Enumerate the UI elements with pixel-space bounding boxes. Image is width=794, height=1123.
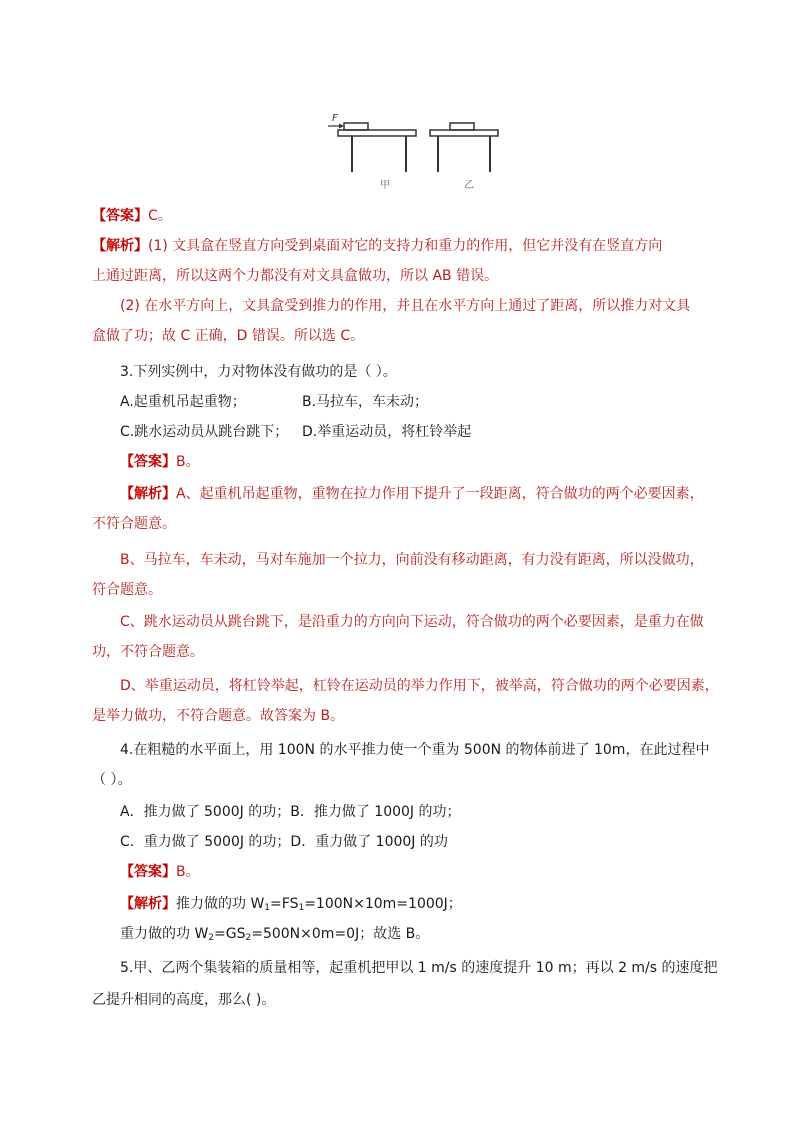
q2-analysis-line: 【解析】(1) 文具盒在竖直方向受到桌面对它的支持力和重力的作用，但它并没有在竖直方向 — [92, 238, 663, 254]
q3-analysis-line: C、跳水运动员从跳台跳下，是沿重力的方向向下运动，符合做功的两个必要因素，是重力在做 — [120, 614, 704, 630]
q3-analysis-line: 【解析】A、起重机吊起重物，重物在拉力作用下提升了一段距离，符合做功的两个必要因素， — [120, 486, 704, 502]
answer-text: C。 — [148, 208, 172, 224]
q5-stem: 乙提升相同的高度，那么( )。 — [92, 992, 276, 1008]
table-left — [328, 113, 416, 172]
q3-analysis-line: B、马拉车，车未动，马对车施加一个拉力，向前没有移动距离，有力没有距离，所以没做功， — [120, 552, 704, 568]
analysis-tag: 【解析】 — [92, 238, 148, 254]
answer-tag: 【答案】 — [120, 864, 176, 880]
answer-text: B。 — [176, 864, 200, 880]
q3-options-row — [120, 422, 740, 442]
q3-analysis-line: D、举重运动员，将杠铃举起，杠铃在运动员的举力作用下，被举高，符合做功的两个必要因素， — [120, 678, 719, 694]
q2-analysis-line: 上通过距离，所以这两个力都没有对文具盒做功，所以 AB 错误。 — [92, 268, 499, 284]
q3-analysis-line: 符合题意。 — [92, 582, 162, 598]
q4-analysis-line: 重力做的功 $W_2=GS_2=500N\times 0m=0J$；故选 B。 — [120, 926, 430, 943]
q2-analysis-line: 盒做了功；故 C 正确，D 错误。所以选 C。 — [92, 328, 365, 344]
q4-analysis-line: 【解析】推力做的功 $W_1=FS_1=100N\times 10m=1000J$； — [120, 896, 462, 913]
q4-options: C．重力做了 5000J 的功；D．重力做了 1000J 的功 — [120, 834, 448, 850]
option-a: A.起重机吊起重物； — [120, 394, 246, 410]
q3-options-row — [120, 392, 740, 412]
q3-answer — [120, 452, 740, 472]
analysis-tag: 【解析】 — [120, 486, 176, 502]
q3-analysis-line: 是举力做功，不符合题意。故答案为 B。 — [92, 708, 345, 724]
box-left — [344, 123, 368, 130]
table-figure — [326, 108, 504, 192]
option-c: C.跳水运动员从跳台跳下； — [120, 424, 289, 440]
q2-analysis-line: (2) 在水平方向上，文具盒受到推力的作用，并且在水平方向上通过了距离，所以推力对文具 — [120, 298, 691, 314]
figure-label-left: 甲 — [380, 180, 390, 191]
answer-tag: 【答案】 — [120, 454, 176, 470]
option-d: D.举重运动员，将杠铃举起 — [302, 424, 472, 440]
q4-options: A．推力做了 5000J 的功；B．推力做了 1000J 的功； — [120, 804, 461, 820]
answer-text: B。 — [176, 454, 200, 470]
q4-stem: 4.在粗糙的水平面上，用 100N 的水平推力使一个重为 500N 的物体前进了 10m，在此过程中 — [120, 742, 710, 758]
q5-stem: 5.甲、乙两个集装箱的质量相等，起重机把甲以 1 m/s 的速度提升 10 m；再以 2 m/s 的速度把 — [120, 960, 718, 976]
analysis-tag: 【解析】 — [120, 896, 176, 912]
option-b: B.马拉车，车未动； — [302, 394, 429, 410]
force-label: F — [332, 113, 338, 124]
q3-analysis-line: 不符合题意。 — [92, 516, 176, 532]
q2-answer — [92, 206, 712, 226]
figure-label-right: 乙 — [464, 180, 474, 191]
q4-stem: （ ）。 — [92, 772, 132, 788]
answer-tag: 【答案】 — [92, 208, 148, 224]
q3-analysis-line: 功，不符合题意。 — [92, 644, 204, 660]
q3-stem: 3.下列实例中，力对物体没有做功的是（ ）。 — [120, 364, 397, 380]
q4-answer — [120, 862, 740, 882]
box-right — [450, 123, 474, 130]
table-right — [430, 123, 498, 172]
